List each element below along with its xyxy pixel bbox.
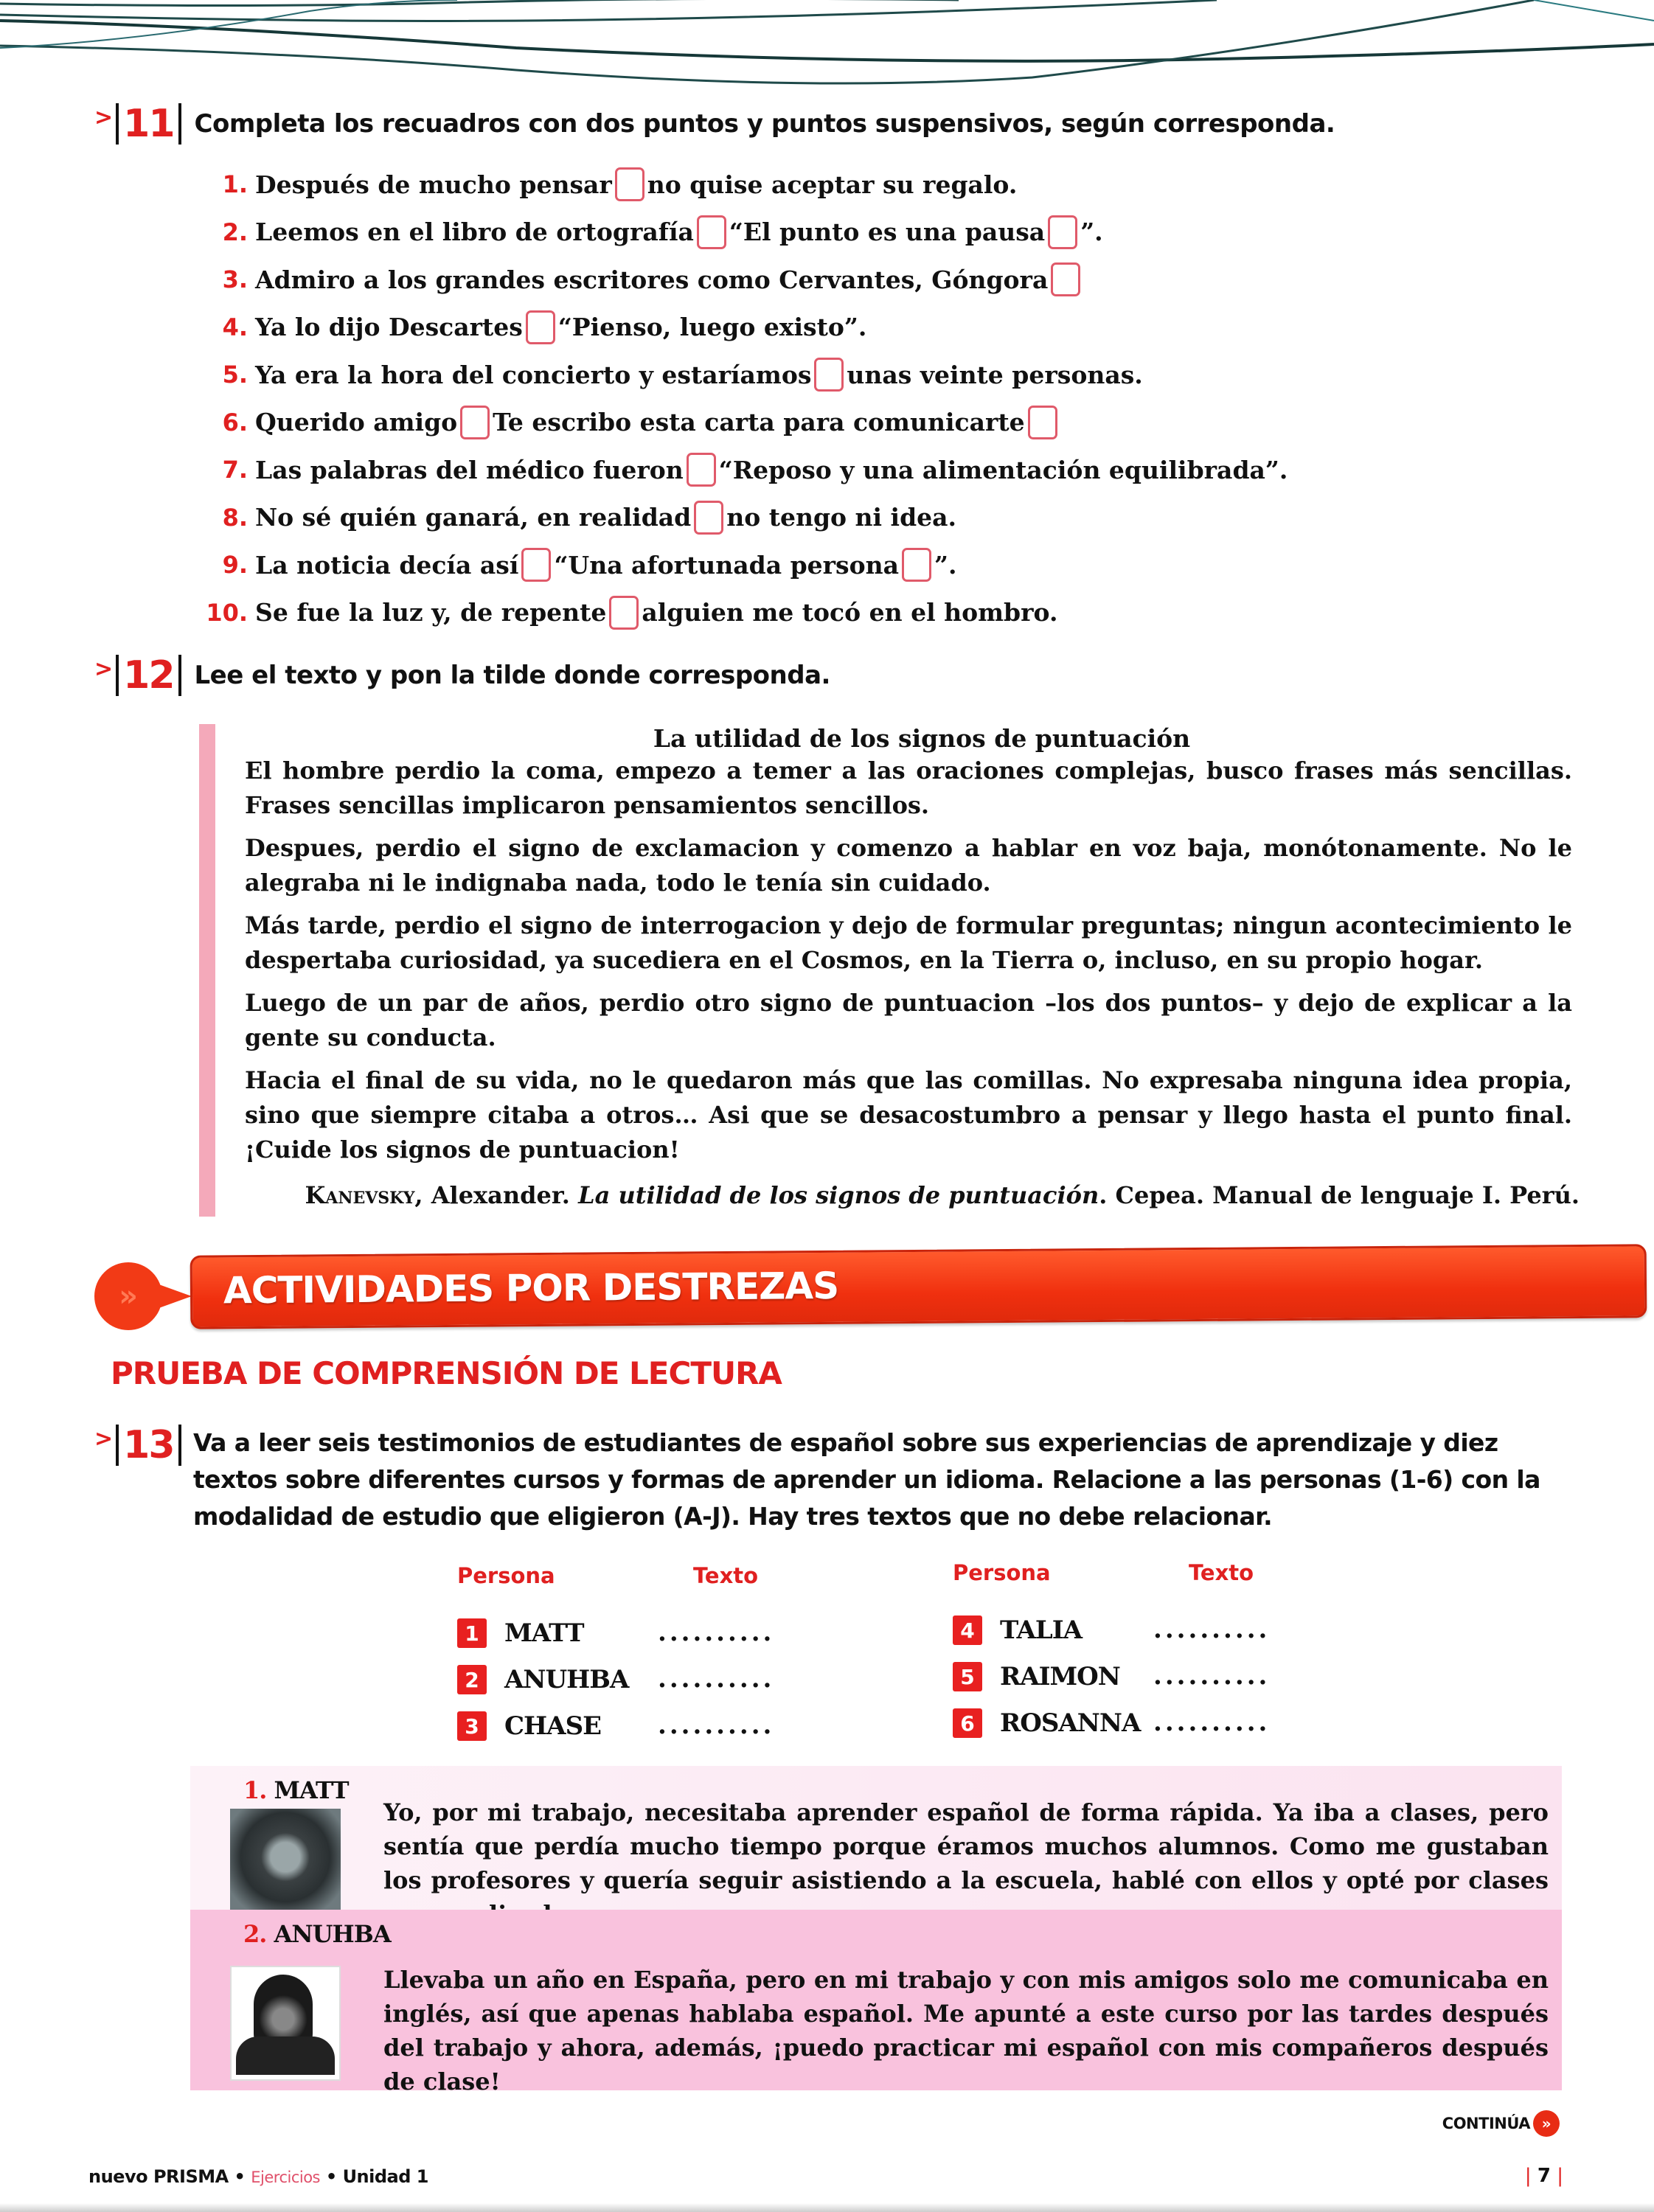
list-item: 3. Admiro a los grandes escritores como Cervantes, Góngora — [205, 256, 1311, 304]
reading-title: La utilidad de los signos de puntuación — [653, 724, 1191, 753]
answer-box[interactable] — [615, 167, 644, 201]
column-header-texto: Texto — [1189, 1560, 1254, 1585]
footer-section: Ejercicios — [251, 2168, 320, 2186]
answer-box[interactable] — [814, 358, 844, 392]
answer-box[interactable] — [1051, 262, 1080, 296]
exercise-number: 12 — [116, 655, 181, 696]
table-row: 6 ROSANNA — [953, 1705, 1140, 1742]
passage-accent-bar — [199, 724, 215, 1217]
answer-box[interactable] — [687, 453, 716, 487]
exercise-11-header — [94, 103, 1335, 145]
answer-blank[interactable]: .......... — [1153, 1708, 1271, 1737]
testimony-text: Yo, por mi trabajo, necesitaba aprender español de forma rápida. Ya iba a clases, pero sentía que perdía mucho tiempo porque éramos muchos alumnos. Como me gustaban los profesores y quería seguir asistiendo a la escuela, hablé con ellos y opté por clases — [383, 1798, 1549, 1894]
table-row: 1 MATT — [457, 1615, 584, 1652]
answer-box[interactable] — [694, 501, 723, 535]
banner-pointer — [155, 1283, 192, 1310]
double-chevron-icon: » — [94, 1262, 162, 1330]
list-item: 1. Después de mucho pensar no quise aceptar su regalo. — [205, 161, 1311, 209]
list-item: 9. La noticia decía así “Una afortunada persona ”. — [205, 541, 1311, 589]
answer-box[interactable] — [1048, 215, 1077, 249]
column-header-texto: Texto — [693, 1563, 759, 1588]
section-title: PRUEBA DE COMPRENSIÓN DE LECTURA — [111, 1355, 782, 1391]
paragraph[interactable]: Hacia el final de su vida, no le quedaron más que las comillas. No expresaba ninguna idea propia, sino que siempre citaba a otros… Asi que se desacostumbro a pensar y llego hasta el punto final. ¡Cuide los signos de puntuacion! — [245, 1066, 1572, 1164]
caret-icon: > — [94, 1426, 114, 1452]
list-item: 2. Leemos en el libro de ortografía “El punto es una pausa ”. — [205, 209, 1311, 257]
section-banner — [190, 1244, 1647, 1329]
answer-box[interactable] — [526, 310, 555, 344]
answer-blank[interactable]: .......... — [658, 1664, 775, 1694]
table-row: 3 CHASE — [457, 1708, 601, 1745]
exercise-instruction: Va a leer seis testimonios de estudiantes de español sobre sus experiencias de aprendizaje y diez textos sobre diferentes cursos y formas de aprender un idioma. Relacione a las personas (1-6) con la modalidad de estudio que eligieron (A-J). Hay tres textos que no debe relacionar. — [193, 1428, 1540, 1531]
answer-blank[interactable]: .......... — [658, 1618, 775, 1647]
paragraph[interactable]: Despues, perdio el signo de exclamacion y comenzo a hablar en voz baja, monótonamente. No le alegraba ni le indignaba nada, todo le tenía sin cuidado. — [245, 834, 1572, 897]
answer-box[interactable] — [460, 406, 490, 439]
continue-link[interactable] — [1442, 2110, 1560, 2137]
exercise-11-items — [205, 161, 1311, 636]
footer-brand: nuevo PRISMA — [88, 2166, 229, 2187]
continue-label: CONTINÚA — [1442, 2115, 1530, 2132]
table-row: 4 TALIA — [953, 1612, 1082, 1649]
student-photo — [230, 1809, 341, 1916]
testimony-name: 2. ANUHBA — [243, 1920, 391, 1948]
student-photo — [230, 1966, 341, 2081]
table-row: 2 ANUHBA — [457, 1661, 628, 1698]
exercise-13-header — [94, 1425, 181, 1466]
answer-blank[interactable]: .......... — [1153, 1615, 1271, 1644]
page-number: | 7 | — [1524, 2165, 1563, 2187]
exercise-number: 13 — [116, 1425, 181, 1466]
list-item: 8. No sé quién ganará, en realidad no tengo ni idea. — [205, 494, 1311, 542]
paragraph[interactable]: Más tarde, perdio el signo de interrogacion y dejo de formular preguntas; ningun acontecimiento le despertaba curiosidad, ya sucediera en el Cosmos, en la Tierra o, incluso, en su propio hogar. — [245, 911, 1572, 974]
reading-body — [245, 754, 1572, 1175]
exercise-instruction: Lee el texto y pon la tilde donde corresponda. — [194, 661, 830, 690]
answer-box[interactable] — [1028, 406, 1057, 439]
banner-label: ACTIVIDADES POR DESTREZAS — [223, 1264, 839, 1312]
header-decorative-lines — [0, 0, 1654, 96]
column-header-persona: Persona — [953, 1560, 1051, 1585]
list-item: 10. Se fue la luz y, de repente alguien me tocó en el hombro. — [205, 589, 1311, 637]
paragraph[interactable]: El hombre perdio la coma, empezo a temer a las oraciones complejas, busco frases más sencillas. Frases sencillas implicaron pensamientos sencillos. — [245, 757, 1572, 819]
caret-icon: > — [94, 105, 114, 131]
testimony-text: Llevaba un año en España, pero en mi trabajo y con mis amigos solo me comunicaba en inglés, así que apenas hablaba español. Me apunté a este curso por las tardes después del trabajo y ahora, además, ¡puedo practicar mi español con mis compañeros después de clase! — [383, 1966, 1549, 2096]
testimony-card — [190, 1910, 1562, 2096]
list-item: 6. Querido amigo Te escribo esta carta para comunicarte — [205, 399, 1311, 447]
answer-box[interactable] — [902, 548, 931, 582]
exercise-instruction: Completa los recuadros con dos puntos y puntos suspensivos, según corresponda. — [194, 109, 1335, 139]
answer-blank[interactable]: .......... — [658, 1711, 775, 1740]
page-footer: nuevo PRISMA • Ejercicios • Unidad 1 — [88, 2166, 428, 2187]
list-item: 7. Las palabras del médico fueron “Reposo y una alimentación equilibrada”. — [205, 446, 1311, 494]
page-edge — [0, 2203, 1654, 2212]
exercise-number: 11 — [116, 103, 181, 145]
double-chevron-icon: » — [1533, 2110, 1560, 2137]
list-item: 5. Ya era la hora del concierto y estaríamos unas veinte personas. — [205, 351, 1311, 399]
answer-box[interactable] — [697, 215, 726, 249]
exercise-12-header — [94, 655, 830, 696]
caret-icon: > — [94, 656, 114, 682]
footer-unit: Unidad 1 — [342, 2166, 428, 2187]
table-row: 5 RAIMON — [953, 1658, 1120, 1695]
paragraph[interactable]: Luego de un par de años, perdio otro signo de puntuacion –los dos puntos– y dejo de explicar a la gente su conducta. — [245, 989, 1572, 1051]
answer-box[interactable] — [521, 548, 551, 582]
reading-passage — [199, 724, 1580, 1217]
list-item: 4. Ya lo dijo Descartes “Pienso, luego existo”. — [205, 304, 1311, 352]
reading-source: Kanevsky, Alexander. La utilidad de los signos de puntuación. Cepea. Manual de lenguaje I. Perú. — [305, 1181, 1580, 1209]
column-header-persona: Persona — [457, 1563, 555, 1588]
answer-blank[interactable]: .......... — [1153, 1661, 1271, 1691]
answer-box[interactable] — [609, 596, 639, 630]
testimony-card — [190, 1766, 1562, 1913]
testimony-name: 1. MATT — [243, 1776, 349, 1804]
